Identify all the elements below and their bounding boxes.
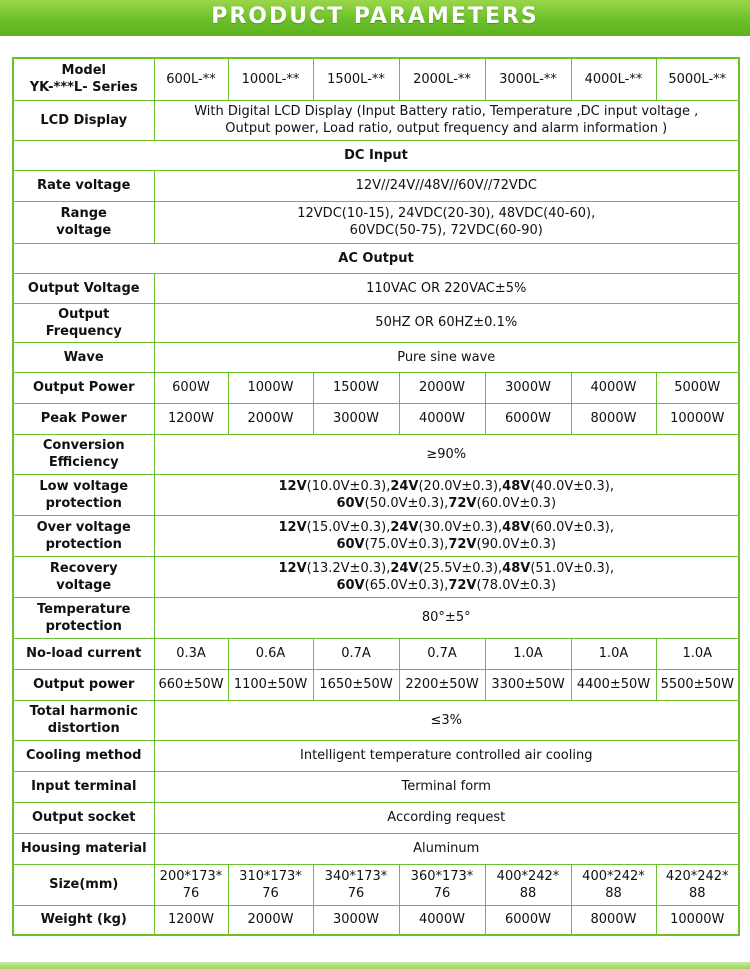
voltage-range: (51.0V±0.3), [530,560,615,576]
size-cell [154,864,228,905]
table-row-weight [13,905,739,935]
model-cell: 3000L-** [485,58,571,100]
label-line: Output [58,306,110,322]
output-power-cell: 4000W [571,372,656,403]
size-line: 88 [519,885,537,901]
value-line: 12VDC(10-15), 24VDC(20-30), 48VDC(40-60), [297,206,596,221]
output-power-cell: 1000W [228,372,313,403]
table-row-housing-material [13,833,739,864]
label-line: Over voltage [36,519,131,535]
model-cell: 1000L-** [228,58,313,100]
output-power-tolerance-cell: 4400±50W [571,669,656,700]
table-row-no-load-current [13,638,739,669]
output-power-cell: 2000W [399,372,485,403]
thd-value: ≤3% [154,700,739,740]
row-label-over-voltage-protection [13,515,154,556]
weight-cell: 10000W [656,905,739,935]
row-label-output-frequency [13,303,154,342]
output-power-tolerance-cell: 2200±50W [399,669,485,700]
output-power-tolerance-cell: 5500±50W [656,669,739,700]
voltage-range: (40.0V±0.3), [530,478,615,494]
size-line: 88 [688,885,706,901]
value-line [156,495,738,512]
size-line: 340*173* [324,868,388,884]
table-row-cooling-method [13,740,739,771]
size-line: 88 [605,885,622,901]
table-row-peak-power [13,403,739,434]
table-row-lcd-display [13,100,739,140]
label-line: Efficiency [48,455,119,470]
label-line: Model [61,63,106,79]
no-load-current-cell: 1.0A [485,638,571,669]
label-line: YK-***L- Series [29,80,138,96]
voltage-range: (75.0V±0.3), [364,536,449,552]
voltage-range: (15.0V±0.3), [306,519,391,535]
label-line: Low voltage [39,478,129,494]
table-row-wave [13,342,739,372]
size-line: 310*173* [239,868,302,884]
row-label-thd [13,700,154,740]
weight-cell: 2000W [228,905,313,935]
page-title: PRODUCT PARAMETERS [211,4,539,29]
value-line [156,478,738,495]
row-label-peak-power: Peak Power [13,403,154,434]
label-line: voltage [56,577,112,593]
cooling-method-value: Intelligent temperature controlled air cooling [154,740,739,771]
output-power-tolerance-cell: 660±50W [154,669,228,700]
table-row-output-voltage [13,273,739,303]
recovery-voltage-value [154,556,739,597]
voltage-key: 12V [278,519,307,535]
low-voltage-protection-value [154,474,739,515]
size-line: 76 [262,885,279,901]
peak-power-cell: 8000W [571,403,656,434]
output-socket-value: According request [154,802,739,833]
table-row-range-voltage [13,201,739,243]
row-label-no-load-current: No-load current [13,638,154,669]
size-cell [571,864,656,905]
voltage-key: 72V [448,495,477,511]
voltage-range: (20.0V±0.3), [418,478,503,494]
table-row-rate-voltage [13,170,739,201]
label-line: protection [45,618,122,634]
value-line [156,519,738,536]
weight-cell: 1200W [154,905,228,935]
temperature-protection-value: 80°±5° [154,597,739,638]
value-line [156,560,738,577]
voltage-key: 24V [390,560,419,576]
table-row-ac-output-header [13,243,739,273]
weight-cell: 8000W [571,905,656,935]
weight-cell: 4000W [399,905,485,935]
label-line: Recovery [49,560,118,576]
peak-power-cell: 2000W [228,403,313,434]
value-line [156,536,738,553]
row-label-output-voltage: Output Voltage [13,273,154,303]
row-label-wave: Wave [13,342,154,372]
voltage-range: (60.0V±0.3) [476,495,557,511]
row-label-cooling-method: Cooling method [13,740,154,771]
range-voltage-value [154,201,739,243]
table-row-output-power [13,372,739,403]
output-voltage-value: 110VAC OR 220VAC±5% [154,273,739,303]
voltage-key: 60V [336,495,365,511]
model-cell: 4000L-** [571,58,656,100]
voltage-key: 60V [336,577,365,593]
voltage-range: (13.2V±0.3), [306,560,391,576]
label-line: Frequency [45,323,122,339]
weight-cell: 3000W [313,905,399,935]
value-line: 60VDC(50-75), 72VDC(60-90) [349,223,543,238]
output-frequency-value: 50HZ OR 60HZ±0.1% [154,303,739,342]
table-row-dc-input-header [13,140,739,170]
size-line: 76 [182,885,200,901]
row-label-size: Size(mm) [13,864,154,905]
row-label-housing-material: Housing material [13,833,154,864]
size-cell [399,864,485,905]
housing-material-value: Aluminum [154,833,739,864]
voltage-range: (65.0V±0.3), [364,577,449,593]
row-label-input-terminal: Input terminal [13,771,154,802]
label-line: protection [45,536,122,552]
row-label-output-power: Output Power [13,372,154,403]
table-row-low-voltage-protection [13,474,739,515]
size-cell [656,864,739,905]
row-label-weight: Weight (kg) [13,905,154,935]
rate-voltage-value: 12V//24V//48V//60V//72VDC [154,170,739,201]
voltage-key: 48V [502,560,531,576]
model-cell: 1500L-** [313,58,399,100]
voltage-range: (50.0V±0.3), [364,495,449,511]
input-terminal-value: Terminal form [154,771,739,802]
voltage-key: 48V [502,478,531,494]
voltage-key: 60V [336,536,365,552]
label-line: voltage [56,223,112,238]
row-label-range-voltage [13,201,154,243]
table-row-over-voltage-protection [13,515,739,556]
row-label-conversion-efficiency [13,434,154,474]
value-line: Output power, Load ratio, output frequency and alarm information ) [225,121,668,136]
output-power-cell: 600W [154,372,228,403]
table-row-recovery-voltage [13,556,739,597]
output-power-tolerance-cell: 1100±50W [228,669,313,700]
header-banner [0,0,750,36]
size-line: 400*242* [496,868,560,884]
table-row-size [13,864,739,905]
wave-value: Pure sine wave [154,342,739,372]
row-label-rate-voltage: Rate voltage [13,170,154,201]
peak-power-cell: 3000W [313,403,399,434]
label-line: Range [60,206,107,221]
no-load-current-cell: 0.3A [154,638,228,669]
label-line: Total harmonic [29,704,138,719]
row-label-output-power-tolerance: Output power [13,669,154,700]
section-header-ac-output: AC Output [13,243,739,273]
conversion-efficiency-value: ≥90% [154,434,739,474]
size-cell [313,864,399,905]
row-label-output-socket: Output socket [13,802,154,833]
no-load-current-cell: 0.7A [399,638,485,669]
section-header-dc-input: DC Input [13,140,739,170]
voltage-key: 72V [448,577,477,593]
row-label-low-voltage-protection [13,474,154,515]
table-row-input-terminal [13,771,739,802]
voltage-key: 24V [390,519,419,535]
size-cell [228,864,313,905]
peak-power-cell: 10000W [656,403,739,434]
model-cell: 5000L-** [656,58,739,100]
value-line [156,577,738,594]
size-line: 420*242* [665,868,729,884]
size-line: 360*173* [410,868,474,884]
voltage-range: (90.0V±0.3) [476,536,557,552]
table-row-thd [13,700,739,740]
row-label-model [13,58,154,100]
output-power-cell: 5000W [656,372,739,403]
size-line: 76 [433,885,451,901]
voltage-range: (10.0V±0.3), [306,478,391,494]
peak-power-cell: 4000W [399,403,485,434]
table-row-output-power-tolerance [13,669,739,700]
voltage-range: (30.0V±0.3), [418,519,503,535]
voltage-key: 12V [278,478,307,494]
no-load-current-cell: 0.7A [313,638,399,669]
table-row-model [13,58,739,100]
label-line: protection [45,495,122,511]
row-label-temperature-protection [13,597,154,638]
size-line: 76 [347,885,365,901]
output-power-cell: 1500W [313,372,399,403]
label-line: Temperature [36,601,131,617]
size-line: 400*242* [582,868,645,884]
table-row-conversion-efficiency [13,434,739,474]
size-cell [485,864,571,905]
over-voltage-protection-value [154,515,739,556]
peak-power-cell: 6000W [485,403,571,434]
footer-bar [0,962,750,969]
peak-power-cell: 1200W [154,403,228,434]
output-power-tolerance-cell: 3300±50W [485,669,571,700]
voltage-key: 12V [278,560,307,576]
row-label-lcd-display: LCD Display [13,100,154,140]
voltage-range: (25.5V±0.3), [418,560,503,576]
no-load-current-cell: 1.0A [656,638,739,669]
table-row-temperature-protection [13,597,739,638]
table-row-output-socket [13,802,739,833]
voltage-key: 48V [502,519,531,535]
label-line: Conversion [42,438,125,453]
label-line: distortion [47,721,120,736]
voltage-range: (78.0V±0.3) [476,577,557,593]
output-power-cell: 3000W [485,372,571,403]
weight-cell: 6000W [485,905,571,935]
model-cell: 600L-** [154,58,228,100]
output-power-tolerance-cell: 1650±50W [313,669,399,700]
parameters-table [12,57,740,936]
voltage-range: (60.0V±0.3), [530,519,615,535]
model-cell: 2000L-** [399,58,485,100]
no-load-current-cell: 1.0A [571,638,656,669]
value-line: With Digital LCD Display (Input Battery ratio, Temperature ,DC input voltage , [194,104,699,119]
size-line: 200*173* [159,868,223,884]
voltage-key: 72V [448,536,477,552]
no-load-current-cell: 0.6A [228,638,313,669]
table-row-output-frequency [13,303,739,342]
row-label-recovery-voltage [13,556,154,597]
lcd-display-value [154,100,739,140]
voltage-key: 24V [390,478,419,494]
